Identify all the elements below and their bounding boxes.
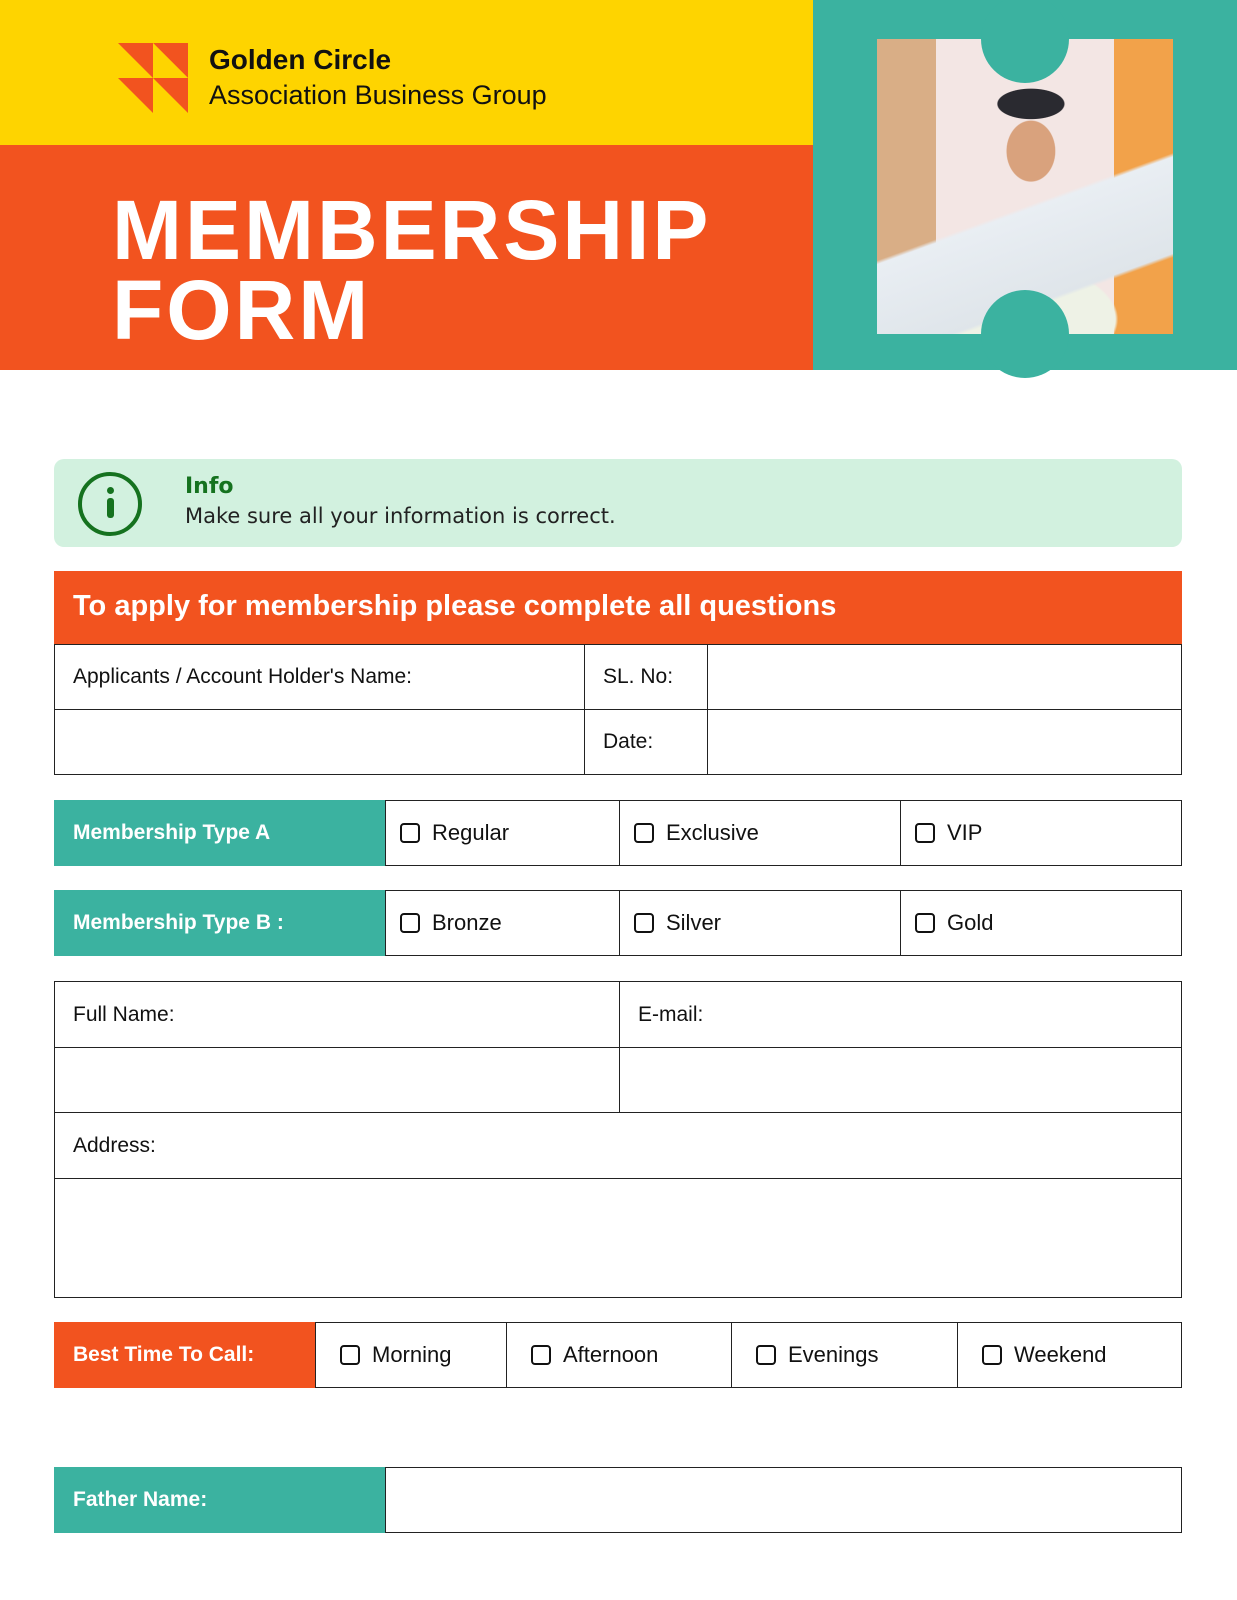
checkbox-icon[interactable] [634,913,654,933]
instructions-banner: To apply for membership please complete all questions [54,571,1182,644]
checkbox-icon[interactable] [915,823,935,843]
option-bronze[interactable]: Bronze [385,890,620,956]
checkbox-icon[interactable] [400,823,420,843]
option-morning[interactable]: Morning [315,1322,507,1388]
option-evenings[interactable]: Evenings [731,1322,958,1388]
info-alert [54,459,1182,547]
applicant-name-label: Applicants / Account Holder's Name: [54,644,585,710]
checkbox-icon[interactable] [531,1345,551,1365]
sl-no-field[interactable] [707,644,1182,710]
brand-subtitle: Association Business Group [209,80,547,110]
email-label: E-mail: [619,981,1182,1048]
address-field[interactable] [54,1178,1182,1298]
brand-name: Golden Circle [209,44,392,75]
father-name-label: Father Name: [54,1467,386,1533]
photo-notch-bottom [981,290,1069,378]
date-field[interactable] [707,709,1182,775]
membership-type-a-label: Membership Type A [54,800,386,866]
option-afternoon[interactable]: Afternoon [506,1322,732,1388]
checkbox-icon[interactable] [982,1345,1002,1365]
option-silver[interactable]: Silver [619,890,901,956]
sl-no-label: SL. No: [584,644,708,710]
checkbox-icon[interactable] [756,1345,776,1365]
applicant-name-field[interactable] [54,709,585,775]
page-title-line2: FORM [112,263,372,357]
father-name-field[interactable] [385,1467,1182,1533]
option-gold[interactable]: Gold [900,890,1182,956]
option-regular[interactable]: Regular [385,800,620,866]
full-name-label: Full Name: [54,981,620,1048]
date-label: Date: [584,709,708,775]
membership-type-b-label: Membership Type B : [54,890,386,956]
checkbox-icon[interactable] [340,1345,360,1365]
golden-circle-logo [118,43,188,113]
info-message: Make sure all your information is correct. [185,504,616,528]
option-weekend[interactable]: Weekend [957,1322,1182,1388]
option-vip[interactable]: VIP [900,800,1182,866]
page-title-line1: MEMBERSHIP [112,183,712,277]
info-title: Info [185,474,234,499]
checkbox-icon[interactable] [915,913,935,933]
option-exclusive[interactable]: Exclusive [619,800,901,866]
full-name-field[interactable] [54,1047,620,1113]
email-field[interactable] [619,1047,1182,1113]
info-icon [78,472,142,536]
address-label: Address: [54,1112,1182,1179]
checkbox-icon[interactable] [634,823,654,843]
best-time-label: Best Time To Call: [54,1322,315,1388]
checkbox-icon[interactable] [400,913,420,933]
